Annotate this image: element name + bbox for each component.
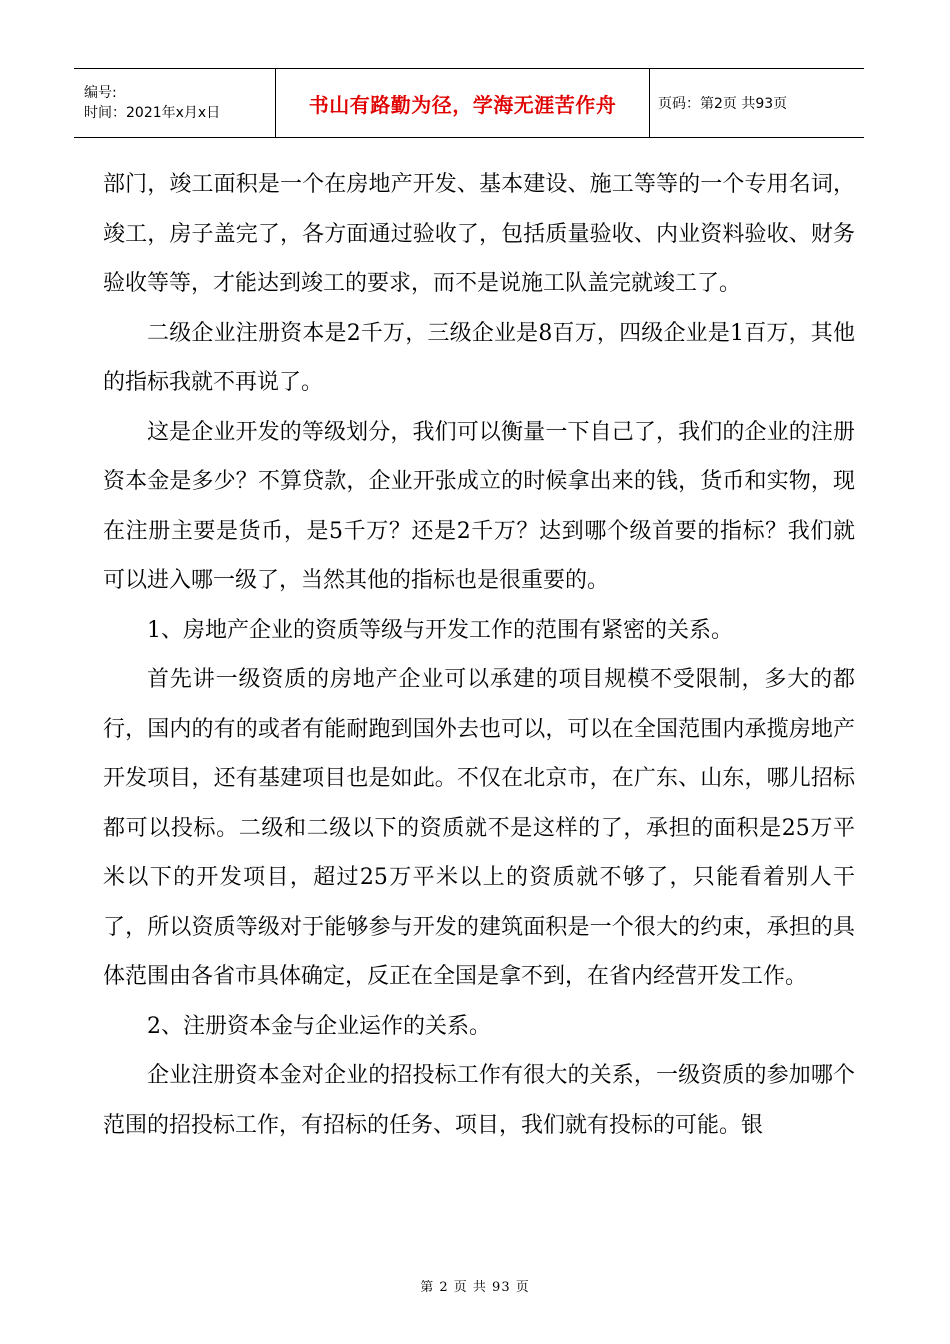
page-footer — [0, 1276, 950, 1295]
document-time-label: 时间：2021年x月x日 — [84, 105, 221, 121]
document-number-label: 编号: — [84, 85, 117, 101]
header-page-cell — [650, 69, 864, 137]
header-meta-cell — [74, 69, 276, 137]
body-paragraph: 二级企业注册资本是2千万，三级企业是8百万，四级企业是1百万，其他的指标我就不再说了。 — [103, 320, 855, 395]
header-page-number: 页码：第2页 共93页 — [658, 96, 788, 112]
header-motto-cell — [276, 69, 650, 137]
header-motto: 书山有路勤为径，学海无涯苦作舟 — [308, 92, 617, 117]
document-body — [103, 160, 855, 1150]
footer-page-number: 第 2 页 共 93 页 — [420, 1280, 530, 1295]
body-paragraph: 首先讲一级资质的房地产企业可以承建的项目规模不受限制，多大的都行，国内的有的或者有能耐跑到国外去也可以，可以在全国范围内承揽房地产开发项目，还有基建项目也是如此。不仅在北京市，在广东、山东，哪儿招标都可以投标。二级和二级以下的资质就不是这样的了，承担的面积是25万平米以下的开发项目，超过25万平米以上的资质就不够了，只能看着别人干了，所以资质等级对于能够参与开发的建筑面积是一个很大的约束，承担的具体范围由各省市具体确定，反正在全国是拿不到，在省内经营开发工作。 — [103, 667, 855, 989]
section-heading: 2、注册资本金与企业运作的关系。 — [147, 1013, 491, 1039]
document-header — [74, 68, 864, 138]
section-heading: 1、房地产企业的资质等级与开发工作的范围有紧密的关系。 — [147, 617, 733, 643]
body-paragraph: 部门，竣工面积是一个在房地产开发、基本建设、施工等等的一个专用名词，竣工，房子盖完了，各方面通过验收了，包括质量验收、内业资料验收、财务验收等等，才能达到竣工的要求，而不是说施工队盖完就竣工了。 — [103, 172, 855, 296]
body-paragraph: 企业注册资本金对企业的招投标工作有很大的关系，一级资质的参加哪个范围的招投标工作，有招标的任务、项目，我们就有投标的可能。银 — [103, 1063, 855, 1138]
body-paragraph: 这是企业开发的等级划分，我们可以衡量一下自己了，我们的企业的注册资本金是多少？不算贷款，企业开张成立的时候拿出来的钱，货币和实物，现在注册主要是货币，是5千万？还是2千万？达到哪个级首要的指标？我们就可以进入哪一级了，当然其他的指标也是很重要的。 — [103, 419, 855, 593]
